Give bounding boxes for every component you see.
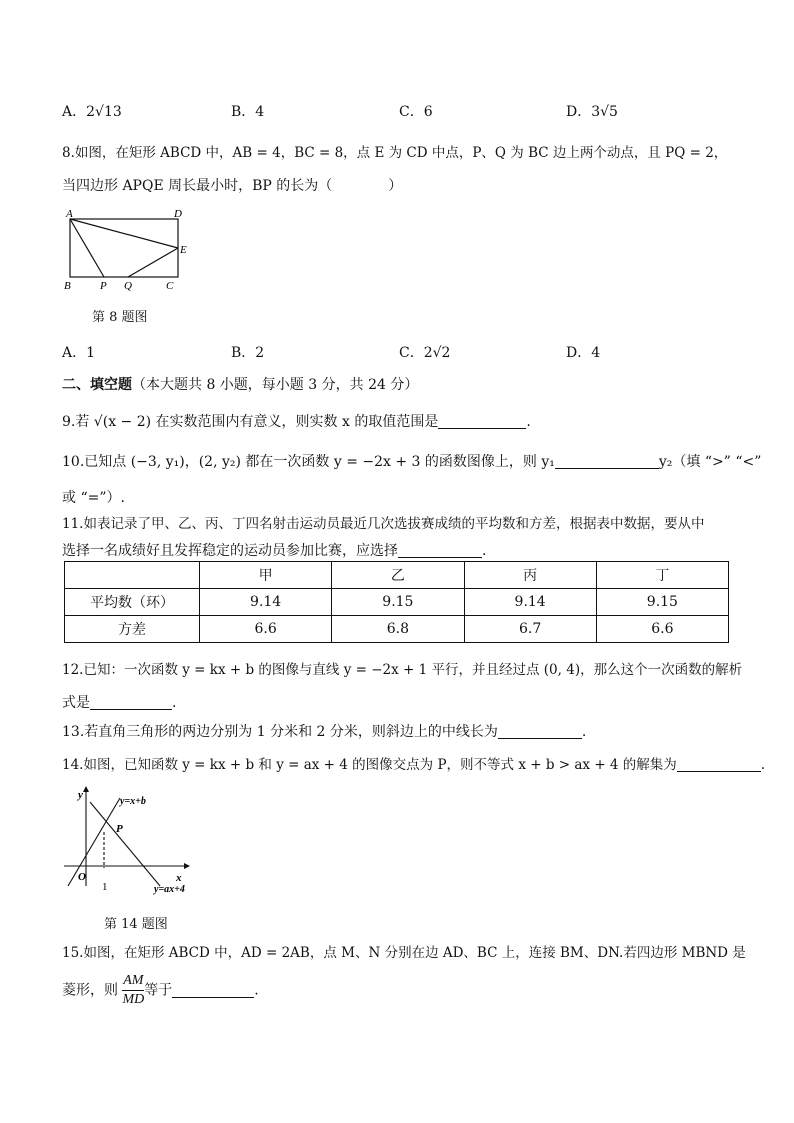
q14-figure (60, 786, 210, 898)
line-y-kx-b (68, 798, 120, 886)
q12-line1: 12.已知：一次函数 y = kx + b 的图像与直线 y = −2x + 1 平行，并且经过点 (0, 4)，那么这个一次函数的解析 (62, 662, 743, 678)
q7-option-c: C．6 (399, 104, 433, 120)
section-2-heading (62, 374, 418, 394)
q12-line2 (62, 692, 176, 712)
segment-qe (128, 248, 178, 277)
q11-line2 (62, 540, 486, 560)
q12-text: 式是 (62, 695, 90, 711)
q11-end: . (482, 543, 487, 559)
label-c: C (166, 280, 174, 292)
q11-table (64, 561, 729, 643)
q12-end: . (172, 695, 177, 711)
q8-option-a: A．1 (62, 345, 96, 361)
table-cell: 9.15 (596, 589, 728, 616)
label-q: Q (124, 280, 132, 292)
q15-fraction (122, 972, 144, 1009)
table-cell: 6.8 (332, 616, 464, 643)
table-cell: 9.15 (332, 589, 464, 616)
y-axis-arrow-icon (83, 786, 89, 792)
table-row (65, 616, 729, 643)
section-2-note: （本大题共 8 小题，每小题 3 分，共 24 分） (132, 377, 419, 393)
table-header-cell: 丙 (464, 562, 596, 589)
q11-line1: 11.如表记录了甲、乙、丙、丁四名射击运动员最近几次选拔赛成绩的平均数和方差，根据表中数据，要从中 (62, 516, 705, 532)
table-row (65, 589, 729, 616)
segment-ae (70, 219, 178, 248)
q12-answer-blank[interactable] (90, 695, 172, 710)
q7-option-b: B．4 (231, 104, 265, 120)
label-p: P (100, 280, 107, 292)
q10-line2: 或 “=”）. (62, 490, 125, 506)
table-cell: 6.6 (596, 616, 728, 643)
q14 (62, 753, 765, 773)
line-y-ax-4 (90, 802, 160, 886)
segment-ap (70, 219, 104, 277)
q9-text: 9.若 √(x − 2) 在实数范围内有意义，则实数 x 的取值范围是 (62, 414, 439, 430)
q15-text-b: 等于 (144, 982, 173, 999)
q8-option-d: D．4 (566, 345, 601, 361)
label-x: x (176, 872, 182, 884)
table-cell: 方差 (65, 616, 200, 643)
q8-text-line2: 当四边形 APQE 周长最小时，BP 的长为（ ） (62, 178, 403, 194)
table-cell: 6.6 (200, 616, 332, 643)
q7-option-a: A．2√13 (62, 104, 122, 120)
q15-end: . (254, 982, 259, 999)
label-d: D (174, 208, 182, 220)
q10-after: y₂（填 “>” “<” (658, 454, 762, 470)
table-header-cell: 乙 (332, 562, 464, 589)
q13-answer-blank[interactable] (498, 724, 582, 739)
table-header-cell: 丁 (596, 562, 728, 589)
table-cell: 平均数（环） (65, 589, 200, 616)
q11-text: 选择一名成绩好且发挥稳定的运动员参加比赛，应选择 (62, 543, 398, 559)
q11-answer-blank[interactable] (398, 543, 482, 558)
q15-line2 (62, 972, 259, 1009)
q10-answer-blank[interactable] (555, 454, 659, 469)
label-p: P (116, 823, 123, 835)
q10-text: 10.已知点 (−3, y₁)，(2, y₂) 都在一次函数 y = −2x + 3 的函数图像上，则 y₁ (62, 454, 555, 470)
q8-text-line1: 8.如图，在矩形 ABCD 中，AB = 4，BC = 8，点 E 为 CD 中点，P、Q 为 BC 边上两个动点，且 PQ = 2， (62, 145, 728, 161)
label-line1: y=x+b (120, 796, 146, 807)
table-header-cell: 甲 (200, 562, 332, 589)
q15-answer-blank[interactable] (172, 983, 254, 998)
q14-answer-blank[interactable] (677, 757, 761, 772)
fraction-numerator: AM (122, 972, 144, 991)
q9-answer-blank[interactable] (438, 414, 526, 429)
label-line2: y=ax+4 (154, 884, 185, 895)
q9 (62, 411, 531, 431)
q14-text: 14.如图，已知函数 y = kx + b 和 y = ax + 4 的图像交点为 P，则不等式 x + b > ax + 4 的解集为 (62, 757, 677, 773)
label-a: A (66, 208, 73, 220)
q13-text: 13.若直角三角形的两边分别为 1 分米和 2 分米，则斜边上的中线长为 (62, 724, 498, 740)
q7-option-d: D．3√5 (566, 104, 618, 120)
q10-line1 (62, 451, 761, 471)
x-axis-arrow-icon (184, 863, 190, 869)
label-one: 1 (102, 881, 108, 893)
q9-end: . (526, 414, 531, 430)
q13-end: . (581, 724, 587, 740)
q13 (62, 721, 586, 741)
label-e: E (180, 244, 187, 256)
q8-figure (60, 205, 200, 295)
label-o: O (78, 871, 86, 883)
rectangle-abcd (70, 219, 178, 277)
q15-line1: 15.如图，在矩形 ABCD 中，AD = 2AB，点 M、N 分别在边 AD、BC 上，连接 BM、DN.若四边形 MBND 是 (62, 945, 746, 961)
q14-caption: 第 14 题图 (104, 917, 168, 932)
table-cell: 9.14 (464, 589, 596, 616)
label-y: y (78, 789, 83, 801)
fraction-denominator: MD (122, 992, 145, 1007)
q8-option-b: B．2 (231, 345, 265, 361)
q14-end: . (760, 757, 766, 773)
q8-caption: 第 8 题图 (92, 310, 148, 325)
section-2-title: 二、填空题 (62, 377, 132, 393)
q8-option-c: C．2√2 (399, 345, 451, 361)
label-b: B (64, 280, 71, 292)
table-header-cell (65, 562, 200, 589)
table-header-row (65, 562, 729, 589)
table-cell: 6.7 (464, 616, 596, 643)
table-cell: 9.14 (200, 589, 332, 616)
q15-text-a: 菱形，则 (62, 982, 118, 999)
